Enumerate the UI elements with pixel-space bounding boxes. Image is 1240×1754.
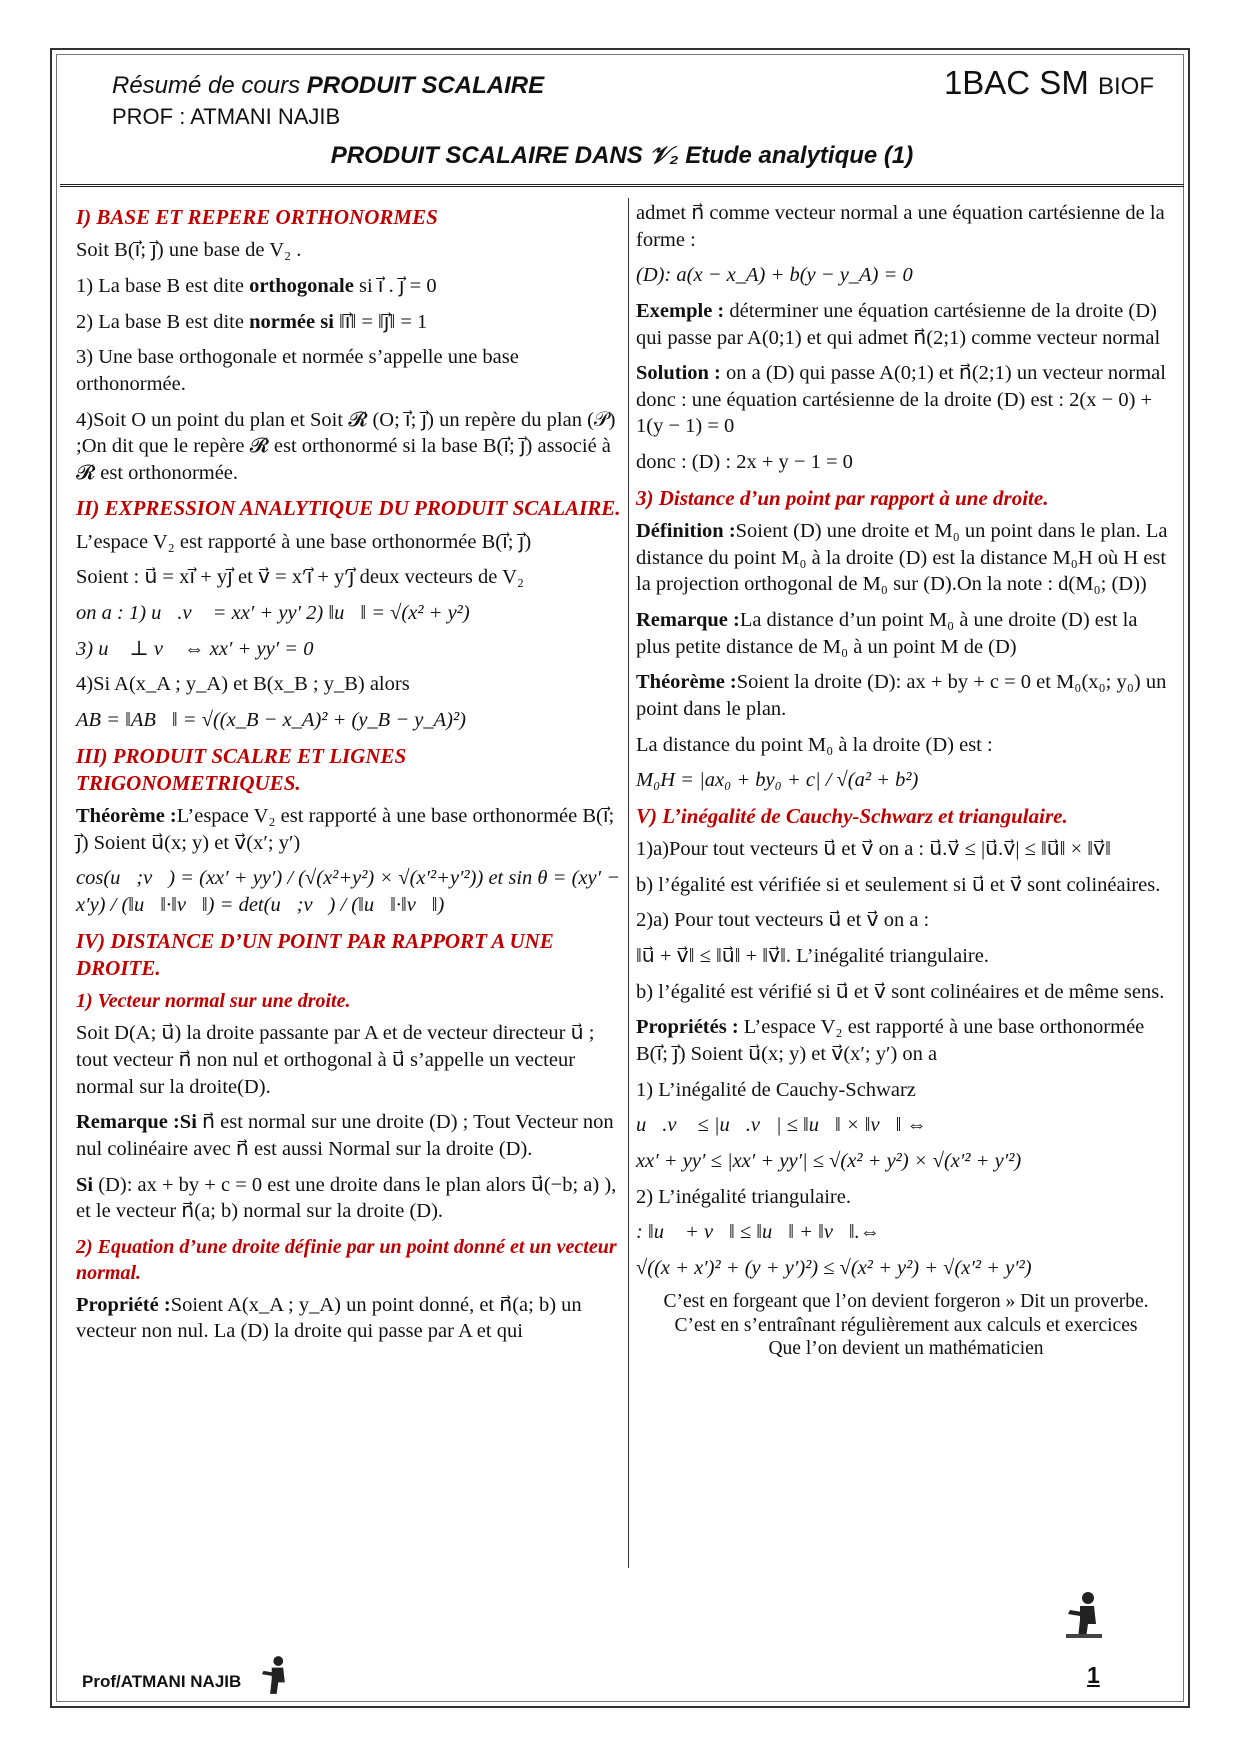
text: Soient (D) une droite et M₀ un point dans le plan. La distance du point M₀ à la droite (D) est la distance M₀H où H est la projection orthogonal de M₀ sur (D).On la note : d(M₀; (D)) [636, 520, 1168, 596]
formula: √((x + x′)² + (y + y′)²) ≤ √(x² + y²) + √(x′² + y′²) [636, 1256, 1032, 1279]
section-title: II) EXPRESSION ANALYTIQUE DU PRODUIT SCALAIRE. [76, 496, 621, 521]
paragraph [636, 607, 1176, 660]
proverb-line: C’est en s’entraînant régulièrement aux calculs et exercices [674, 1314, 1138, 1336]
subsection-title: 2) Equation d’une droite définie par un point donné et un vecteur normal. [76, 1235, 617, 1284]
paragraph [636, 669, 1176, 722]
text: déterminer une équation cartésienne de la droite (D) qui passe par A(0;1) et qui admet n⃗(2;1) comme vecteur normal [636, 299, 1161, 349]
proverb-line: C’est en forgeant que l’on devient forgeron » Dit un proverbe. [663, 1291, 1149, 1313]
left-column [76, 200, 621, 1354]
paragraph: Soit D(A; u⃗) la droite passante par A et de vecteur directeur u⃗ ; tout vecteur n⃗ non nul et orthogonal à u⃗ s’appelle un vecteur normal sur la droite(D). [76, 1022, 595, 1098]
paragraph [636, 360, 1176, 440]
paragraph [76, 1292, 621, 1345]
paragraph: 3) Une base orthogonale et normée s’appelle une base orthonormée. [76, 346, 519, 395]
text: 1) La base B est dite [76, 274, 250, 297]
level-main: 1BAC SM [943, 64, 1098, 101]
section-title: I) BASE ET REPERE ORTHONORMES [76, 205, 438, 229]
formula: xx′ + yy′ ≤ |xx′ + yy′| ≤ √(x² + y²) × √(x′² + y′²) [636, 1149, 1022, 1172]
text: on a (D) qui passe A(0;1) et n⃗(2;1) un vecteur normal donc : une équation cartésienne de la droite (D) est : 2(x − 0) + 1(y − 1) = 0 [636, 362, 1166, 438]
bold-term: Définition : [636, 520, 736, 543]
prof-name: PROF : ATMANI NAJIB [112, 104, 341, 129]
paragraph [76, 273, 621, 300]
right-column [636, 200, 1176, 1361]
formula: (D): a(x − x_A) + b(y − y_A) = 0 [636, 264, 913, 287]
proverb-line: Que l’on devient un mathématicien [768, 1338, 1044, 1360]
header [60, 54, 1184, 187]
formula: ‖i⃗‖ = ‖j⃗‖ = 1 [333, 310, 428, 333]
formula: 3) u⃗ ⊥ v⃗ ⇔ xx′ + yy′ = 0 [76, 637, 314, 660]
formula: si i⃗ . j⃗ = 0 [353, 274, 437, 297]
paragraph [76, 309, 621, 336]
bold-term: Solution : [636, 362, 721, 385]
paragraph: donc : (D) : 2x + y − 1 = 0 [636, 451, 853, 474]
proverb [636, 1290, 1176, 1360]
paragraph [76, 1172, 621, 1225]
section-title: V) L’inégalité de Cauchy-Schwarz et triangulaire. [636, 803, 1068, 828]
thinker-figure-icon [1062, 1590, 1106, 1640]
bold-term: Si [76, 1173, 94, 1196]
text: (D): ax + by + c = 0 est une droite dans le plan alors u⃗(−b; a) ), et le vecteur n⃗(a; b) normal sur la droite (D). [76, 1173, 617, 1223]
text: L’espace V₂ est rapporté à une base orthonormée B(i⃗; j⃗) Soient u⃗(x; y) et v⃗(x′; y′) [76, 805, 615, 854]
paragraph: 4)Si A(x_A ; y_A) et B(x_B ; y_B) alors [76, 673, 410, 696]
paragraph: ‖u⃗ + v⃗‖ ≤ ‖u⃗‖ + ‖v⃗‖. L’inégalité triangulaire. [636, 945, 989, 968]
level [944, 64, 1154, 102]
section-title: III) PRODUIT SCALRE ET LIGNES TRIGONOMETRIQUES. [76, 743, 407, 795]
thinker-figure-icon [257, 1654, 293, 1696]
title-bold: PRODUIT SCALAIRE [306, 72, 545, 99]
paragraph: b) l’égalité est vérifié si u⃗ et v⃗ sont colinéaires et de même sens. [636, 980, 1165, 1003]
formula: on a : 1) u⃗.v⃗ = xx′ + yy′ 2) ‖u⃗‖ = √(x² + y²) [76, 602, 470, 624]
paragraph [636, 298, 1176, 351]
page-frame [50, 48, 1190, 1708]
paragraph: Soient : u⃗ = xi⃗ + yj⃗ et v⃗ = x′i⃗ + y′j⃗ deux vecteurs de V₂ [76, 566, 525, 589]
text: Soient la droite (D): ax + by + c = 0 et M₀(x₀; y₀) un point dans le plan. [636, 671, 1167, 720]
bold-term: Théorème : [76, 805, 177, 828]
paragraph: 2)a) Pour tout vecteurs u⃗ et v⃗ on a : [636, 909, 930, 932]
page-number: 1 [1087, 1662, 1100, 1688]
section-title: 3) Distance d’un point par rapport à une droite. [636, 485, 1049, 510]
course-title [112, 72, 544, 100]
paragraph [636, 518, 1176, 598]
title-prefix: Résumé de cours [112, 72, 307, 99]
bold-term: Exemple : [636, 299, 725, 322]
formula: M₀H = |ax₀ + by₀ + c| / √(a² + b²) [636, 769, 919, 792]
column-divider [628, 198, 629, 1568]
text: n⃗ est normal sur une droite (D) ; Tout Vecteur non nul colinéaire avec n⃗ est aussi Normal sur la droite (D). [76, 1111, 614, 1160]
text: 2) La base B est dite [76, 310, 250, 333]
paragraph: admet n⃗ comme vecteur normal a une équation cartésienne de la forme : [636, 202, 1165, 251]
paragraph [76, 803, 621, 856]
paragraph: Soit B(i⃗; j⃗) une base de V₂ . [76, 239, 302, 262]
bold-term: Remarque :Si [76, 1111, 197, 1134]
section-title: IV) DISTANCE D’UN POINT PAR RAPPORT A UNE DROITE. [76, 928, 554, 981]
bold-term: Théorème : [636, 671, 737, 694]
text: Soient A(x_A ; y_A) un point donné, et n⃗(a; b) un vecteur non nul. La (D) la droite qui passe par A et qui [76, 1293, 582, 1343]
paragraph: 1)a)Pour tout vecteurs u⃗ et v⃗ on a : u⃗.v⃗ ≤ |u⃗.v⃗| ≤ ‖u⃗‖ × ‖v⃗‖ [636, 838, 1111, 861]
bold-term: Propriété : [76, 1293, 171, 1316]
paragraph: b) l’égalité est vérifiée si et seulement si u⃗ et v⃗ sont colinéaires. [636, 873, 1161, 896]
formula: AB = ‖AB⃗‖ = √((x_B − x_A)² + (y_B − y_A)²) [76, 708, 466, 731]
subsection-title: 1) Vecteur normal sur une droite. [76, 990, 351, 1013]
paragraph [76, 1109, 621, 1162]
bold-term: orthogonale [249, 274, 354, 297]
text: La distance d’un point M₀ à une droite (D) est la plus petite distance de M₀ à un point M de (D) [636, 608, 1138, 658]
formula: cos(u⃗;v⃗) = (xx′ + yy′) / (√(x²+y²) × √(x′²+y′²)) et sin θ = (xy′ − x′y) / (‖u⃗‖·‖v⃗‖) = det(u⃗;v⃗) / (‖u⃗‖·‖v⃗‖) [76, 867, 621, 917]
bold-term: normée si [249, 310, 334, 333]
formula: u⃗.v⃗ ≤ |u⃗.v⃗| ≤ ‖u⃗‖ × ‖v⃗‖ ⇔ [636, 1114, 927, 1137]
bold-term: Remarque : [636, 608, 740, 631]
paragraph [636, 1014, 1176, 1067]
paragraph: L’espace V₂ est rapporté à une base orthonormée B(i⃗; j⃗) [76, 530, 532, 553]
level-suffix: BIOF [1097, 73, 1154, 100]
text: L’espace V₂ est rapporté à une base orthonormée B(i⃗; j⃗) Soient u⃗(x; y) et v⃗(x′; y′) on a [636, 1016, 1145, 1065]
paragraph: La distance du point M₀ à la droite (D) est : [636, 733, 993, 756]
bold-term: Propriétés : [636, 1016, 739, 1039]
subtitle: PRODUIT SCALAIRE DANS 𝒱₂ Etude analytique (1) [330, 142, 914, 169]
paragraph: 2) L’inégalité triangulaire. [636, 1185, 851, 1208]
formula: : ‖u⃗ + v⃗‖ ≤ ‖u⃗‖ + ‖v⃗‖.⇔ [636, 1221, 881, 1244]
paragraph: 1) L’inégalité de Cauchy-Schwarz [636, 1078, 916, 1101]
paragraph: 4)Soit O un point du plan et Soit 𝓡 (O; i⃗; j⃗) un repère du plan (𝒫) ;On dit que le repère 𝓡 est orthonormé si la base B(i⃗; j⃗) associé à 𝓡 est orthonormée. [76, 408, 616, 484]
footer-author: Prof/ATMANI NAJIB [82, 1672, 242, 1691]
